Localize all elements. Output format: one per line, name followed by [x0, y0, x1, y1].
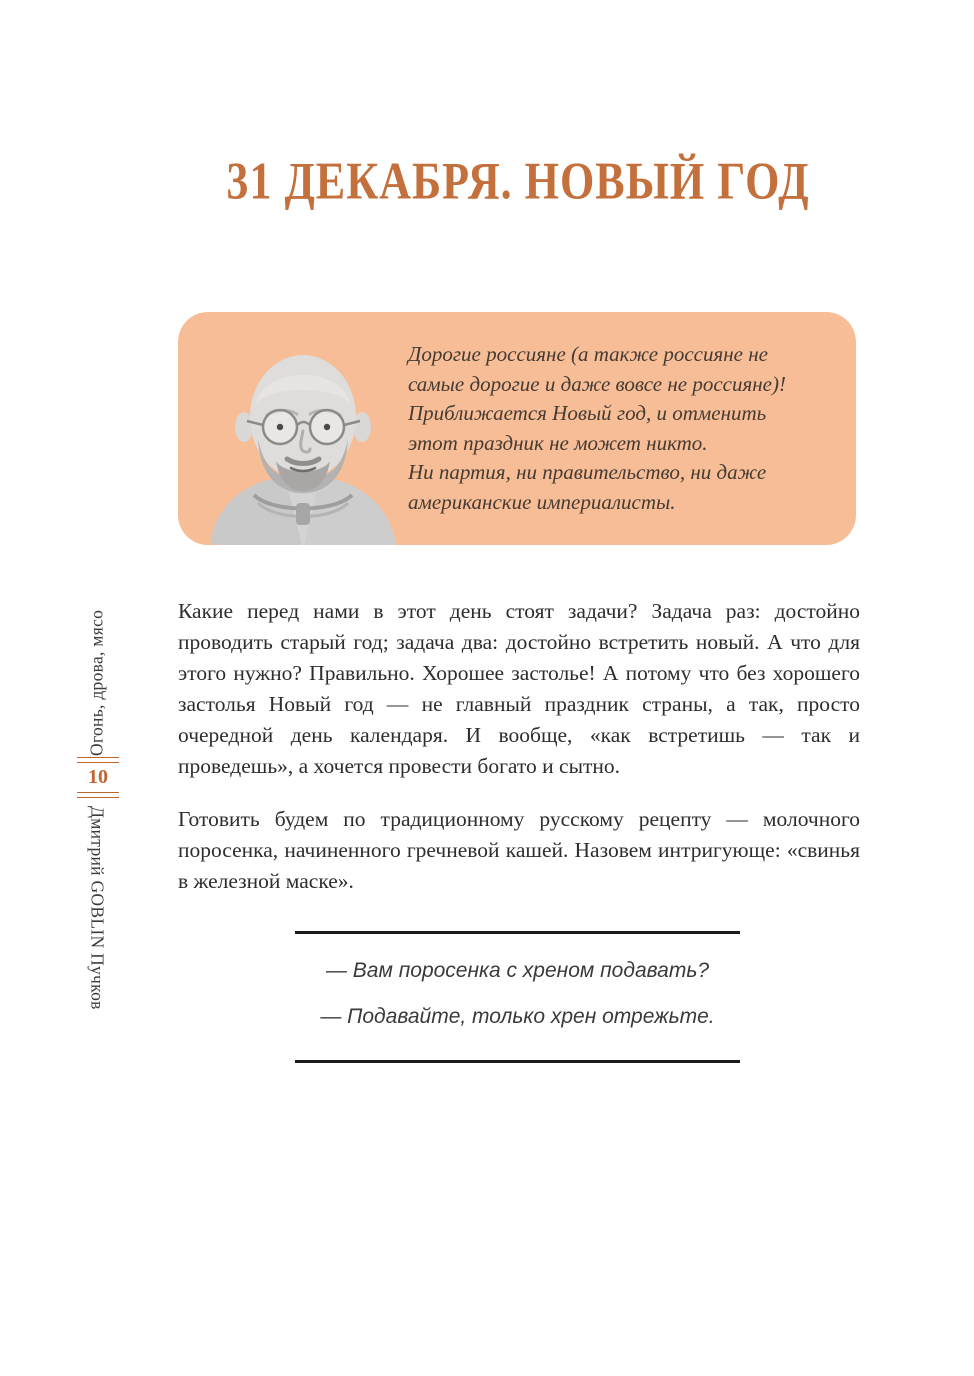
intro-line: Приближается Новый год, и отменить [408, 401, 767, 425]
quote-bottom-rule [295, 1060, 740, 1063]
intro-line: самые дорогие и даже вовсе не россияне)! [408, 371, 786, 396]
intro-quote-text [408, 340, 848, 517]
paragraph: Какие перед нами в этот день стоят задачи? Задача раз: достойно проводить старый год; задача два: достойно встретить новый. А что для этого нужно? Правильно. Хорошее застолье! А потому что без хорошего застолья Новый год — не главный праздник страны, а так, просто очередной день календаря. И вообще, «как встретишь — так и проведешь», а хочется провести богато и сытно. [178, 599, 860, 778]
portrait-illustration [192, 335, 412, 545]
page-number-block [77, 757, 119, 798]
dialogue-quote-block [295, 931, 740, 1063]
quote-line: — Вам поросенка с хреном подавать? [325, 959, 710, 982]
intro-line: Ни партия, ни правительство, ни даже [408, 460, 767, 484]
sidebar-author-name: Дмитрий GOBLIN Пучков [87, 806, 108, 1010]
intro-line: американские империалисты. [408, 489, 676, 514]
quote-top-rule [295, 931, 740, 934]
folio-bottom-rule [77, 792, 119, 798]
sidebar-book-title: Огонь, дрова, мясо [86, 609, 107, 756]
intro-line: этот праздник не может никто. [408, 430, 708, 455]
page-number: 10 [88, 766, 108, 788]
intro-quote-box [178, 312, 856, 545]
body-text [178, 596, 860, 919]
chapter-title: 31 ДЕКАБРЯ. НОВЫЙ ГОД [226, 151, 810, 211]
intro-line: Дорогие россияне (а также россияне не [408, 342, 768, 366]
author-portrait-photo [192, 335, 412, 545]
paragraph: Готовить будем по традиционному русскому рецепту — молочного поросенка, начиненного гречневой кашей. Назовем интригующе: «свинья в железной маске». [178, 807, 860, 893]
quote-line: — Подавайте, только хрен отрежьте. [320, 1005, 715, 1028]
